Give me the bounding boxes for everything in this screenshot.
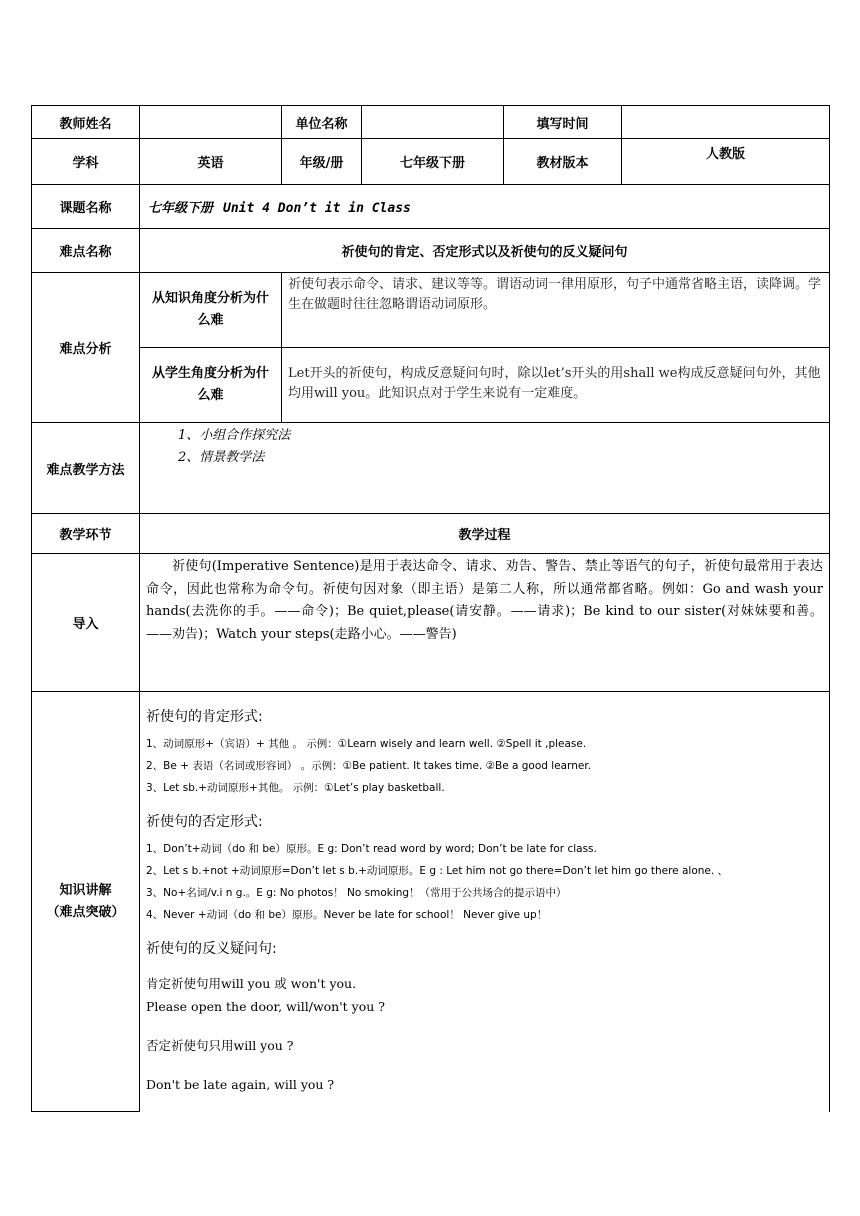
method-item: 1、小组合作探究法 <box>178 428 291 443</box>
row-analysis-knowledge <box>32 273 830 348</box>
teacher-name-label: 教师姓名 <box>32 106 140 139</box>
tag-line: 否定祈使句只用will you ? <box>146 1038 294 1053</box>
unit-name-label: 单位名称 <box>282 106 362 139</box>
fill-time-value <box>622 106 830 139</box>
analysis-student-label: 从学生角度分析为什么难 <box>140 348 282 423</box>
tag-line: Please open the door, will/won't you ? <box>146 999 385 1014</box>
spacer <box>146 1057 823 1073</box>
spacer <box>146 1018 823 1034</box>
subject-label: 学科 <box>32 139 140 185</box>
positive-item: 3、Let sb.+动词原形+其他。 示例：①Let’s play basketball. <box>146 782 445 794</box>
methods-label: 难点教学方法 <box>32 423 140 514</box>
negative-item: 4、Never +动词（do 和 be）原形。Never be late for school！ Never give up！ <box>146 909 548 921</box>
positive-item: 2、Be + 表语（名词或形容词） 。示例：①Be patient. It takes time. ②Be a good learner. <box>146 760 592 772</box>
tag-heading: 祈使句的反义疑问句: <box>146 941 277 957</box>
row-knowledge <box>32 692 830 1112</box>
analysis-student-text: Let开头的祈使句，构成反意疑问句时，除以let’s开头的用shall we构成反意疑问句外，其他均用will you。此知识点对于学生来说有一定难度。 <box>282 348 830 423</box>
intro-label: 导入 <box>32 554 140 692</box>
course-grade: 七年级下册 <box>148 201 214 216</box>
tag-line: 肯定祈使句用will you 或 won't you. <box>146 976 357 991</box>
subject-value: 英语 <box>140 139 282 185</box>
stage-label: 教学环节 <box>32 514 140 554</box>
negative-item: 2、Let s b.+not +动词原形=Don’t let s b.+动词原形。E g : Let him not go there=Don’t let him go there alone. 、 <box>146 865 729 877</box>
grade-value: 七年级下册 <box>362 139 504 185</box>
row-intro <box>32 554 830 692</box>
course-unit: Unit 4 Don’t it in Class <box>223 201 411 216</box>
grade-label: 年级/册 <box>282 139 362 185</box>
positive-heading: 祈使句的肯定形式: <box>146 709 263 725</box>
lesson-plan-table <box>31 105 830 1112</box>
knowledge-label <box>32 692 140 1112</box>
teacher-name-value <box>140 106 282 139</box>
negative-heading: 祈使句的否定形式: <box>146 814 263 830</box>
difficulty-label: 难点名称 <box>32 229 140 273</box>
tag-line: Don't be late again, will you ? <box>146 1077 335 1092</box>
textbook-label: 教材版本 <box>504 139 622 185</box>
row-methods <box>32 423 830 514</box>
process-label: 教学过程 <box>140 514 830 554</box>
textbook-value: 人教版 <box>622 139 830 185</box>
analysis-knowledge-text: 祈使句表示命令、请求、建议等等。谓语动词一律用原形，句子中通常省略主语，读降调。学生在做题时往往忽略谓语动词原形。 <box>282 273 830 348</box>
analysis-label: 难点分析 <box>32 273 140 423</box>
row-subject-info <box>32 139 830 185</box>
negative-item: 3、No+名词/v.i n g.。E g: No photos！ No smoking！（常用于公共场合的提示语中） <box>146 887 567 899</box>
positive-item: 1、动词原形+（宾语）+ 其他 。 示例：①Learn wisely and learn well. ②Spell it ,please. <box>146 738 587 750</box>
methods-list <box>140 423 830 514</box>
course-title <box>140 185 830 229</box>
knowledge-content <box>140 692 830 1112</box>
row-course <box>32 185 830 229</box>
row-difficulty <box>32 229 830 273</box>
knowledge-label-line1: 知识讲解 <box>59 882 112 898</box>
intro-text: 祈使句(Imperative Sentence)是用于表达命令、请求、劝告、警告、禁止等语气的句子，祈使句最常用于表达命令，因此也常称为命令句。祈使句因对象（即主语）是第二人称，所以通常都省略。例如：Go and wash your hands(去洗你的手。——命令)；Be quiet,please(请安静。——请求)；Be kind to our sister(对妹妹要和善。——劝告)；Watch your steps(走路小心。——警告) <box>146 559 823 642</box>
method-item: 2、情景教学法 <box>178 450 265 465</box>
difficulty-value: 祈使句的肯定、否定形式以及祈使句的反义疑问句 <box>140 229 830 273</box>
fill-time-label: 填写时间 <box>504 106 622 139</box>
intro-content <box>140 554 830 692</box>
negative-item: 1、Don’t+动词（do 和 be）原形。E g: Don’t read word by word; Don’t be late for class. <box>146 843 597 855</box>
row-analysis-student <box>32 348 830 423</box>
row-process-header <box>32 514 830 554</box>
course-label: 课题名称 <box>32 185 140 229</box>
lesson-plan-sheet <box>31 105 829 1112</box>
knowledge-label-line2: （难点突破） <box>46 904 125 920</box>
unit-name-value <box>362 106 504 139</box>
analysis-knowledge-label: 从知识角度分析为什么难 <box>140 273 282 348</box>
row-teacher-info <box>32 106 830 139</box>
